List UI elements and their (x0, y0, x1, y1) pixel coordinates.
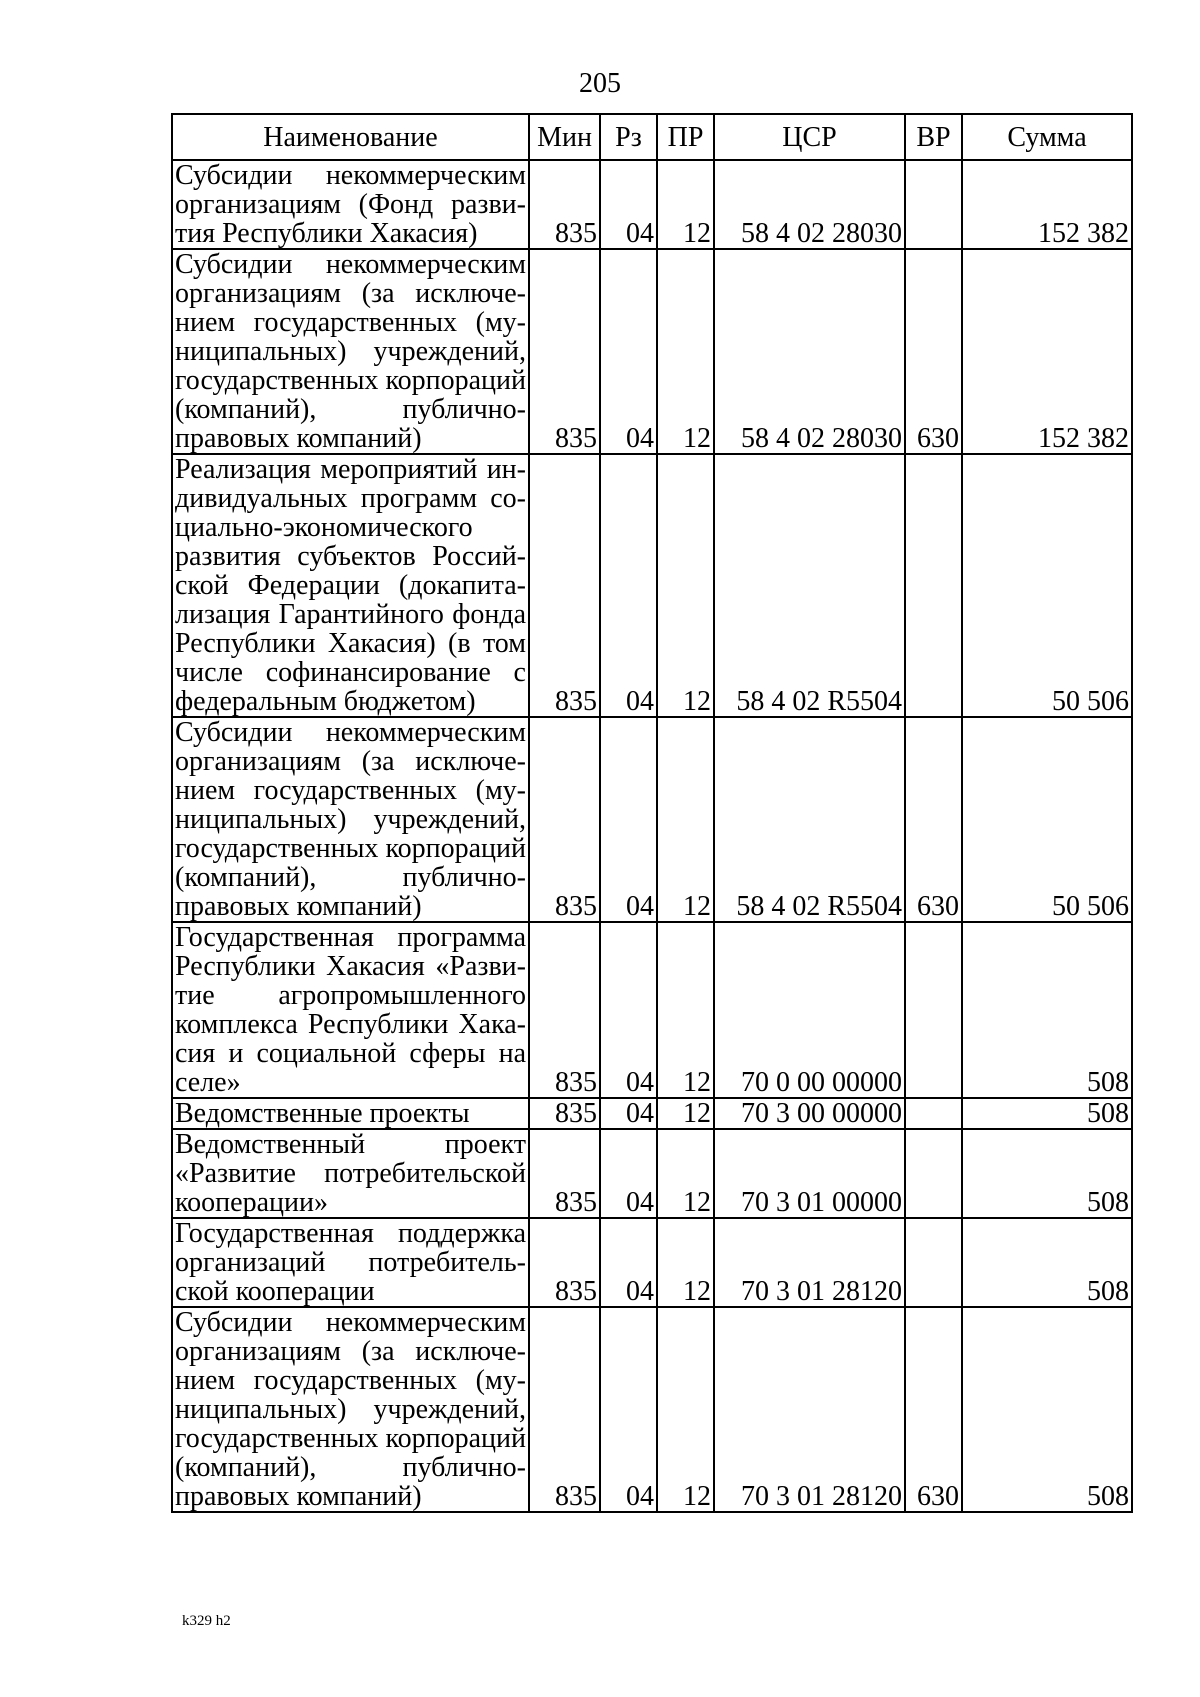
table-row (172, 160, 1132, 249)
row-pr: 12 (657, 249, 714, 454)
row-rz: 04 (600, 160, 657, 249)
row-sum: 508 (962, 1129, 1132, 1218)
table-row (172, 1129, 1132, 1218)
row-vr: 630 (905, 249, 962, 454)
row-name: Субсидии некоммерческим организациям (Фонд развития Республики Хакасия) (172, 160, 529, 249)
row-rz: 04 (600, 717, 657, 922)
column-header-csr: ЦСР (714, 114, 905, 160)
row-vr (905, 454, 962, 717)
row-min: 835 (529, 1129, 600, 1218)
row-sum: 508 (962, 1218, 1132, 1307)
row-csr: 70 3 01 28120 (714, 1307, 905, 1512)
column-header-min: Мин (529, 114, 600, 160)
row-csr: 58 4 02 R5504 (714, 717, 905, 922)
footer-code: k329 h2 (182, 1613, 231, 1629)
row-rz: 04 (600, 454, 657, 717)
row-sum: 152 382 (962, 249, 1132, 454)
row-rz: 04 (600, 1218, 657, 1307)
row-sum: 50 506 (962, 717, 1132, 922)
row-rz: 04 (600, 249, 657, 454)
row-vr: 630 (905, 717, 962, 922)
table-row (172, 1307, 1132, 1512)
row-vr: 630 (905, 1307, 962, 1512)
row-csr: 58 4 02 R5504 (714, 454, 905, 717)
row-pr: 12 (657, 454, 714, 717)
row-csr: 70 3 01 00000 (714, 1129, 905, 1218)
row-min: 835 (529, 922, 600, 1098)
row-name: Субсидии некоммерческим организациям (за исключением государственных (муниципальных) учреждений, государственных корпораций (компаний), публично-правовых компаний) (172, 1307, 529, 1512)
column-header-rz: Рз (600, 114, 657, 160)
row-name: Ведомственные проекты (172, 1098, 529, 1129)
page-number: 205 (579, 68, 621, 99)
row-sum: 508 (962, 1098, 1132, 1129)
row-min: 835 (529, 160, 600, 249)
column-header-sum: Сумма (962, 114, 1132, 160)
row-pr: 12 (657, 1218, 714, 1307)
table-header-row (172, 114, 1132, 160)
row-pr: 12 (657, 717, 714, 922)
table-row (172, 454, 1132, 717)
row-rz: 04 (600, 922, 657, 1098)
row-name: Государственная поддержка организаций потребительской кооперации (172, 1218, 529, 1307)
row-csr: 58 4 02 28030 (714, 160, 905, 249)
row-csr: 58 4 02 28030 (714, 249, 905, 454)
row-csr: 70 0 00 00000 (714, 922, 905, 1098)
table-row (172, 1098, 1132, 1129)
row-pr: 12 (657, 922, 714, 1098)
row-pr: 12 (657, 1307, 714, 1512)
row-name: Государственная программа Республики Хакасия «Развитие агропромышленного комплекса Республики Хакасия и социальной сферы на селе» (172, 922, 529, 1098)
row-vr (905, 922, 962, 1098)
row-rz: 04 (600, 1098, 657, 1129)
row-min: 835 (529, 1098, 600, 1129)
row-sum: 508 (962, 922, 1132, 1098)
row-vr (905, 1218, 962, 1307)
row-rz: 04 (600, 1307, 657, 1512)
row-csr: 70 3 00 00000 (714, 1098, 905, 1129)
row-sum: 508 (962, 1307, 1132, 1512)
row-name: Реализация мероприятий индивидуальных программ социально-экономического развития субъектов Российской Федерации (докапитализация Гарантийного фонда Республики Хакасия) (в том числе софинансирование с федеральным бюджетом) (172, 454, 529, 717)
row-name: Субсидии некоммерческим организациям (за исключением государственных (муниципальных) учреждений, государственных корпораций (компаний), публично-правовых компаний) (172, 249, 529, 454)
table-row (172, 922, 1132, 1098)
column-header-pr: ПР (657, 114, 714, 160)
row-vr (905, 160, 962, 249)
row-pr: 12 (657, 160, 714, 249)
row-rz: 04 (600, 1129, 657, 1218)
row-pr: 12 (657, 1129, 714, 1218)
column-header-name: Наименование (172, 114, 529, 160)
row-sum: 152 382 (962, 160, 1132, 249)
row-vr (905, 1129, 962, 1218)
table-row (172, 717, 1132, 922)
column-header-vr: ВР (905, 114, 962, 160)
row-pr: 12 (657, 1098, 714, 1129)
row-csr: 70 3 01 28120 (714, 1218, 905, 1307)
row-min: 835 (529, 1307, 600, 1512)
row-name: Субсидии некоммерческим организациям (за исключением государственных (муниципальных) учреждений, государственных корпораций (компаний), публично-правовых компаний) (172, 717, 529, 922)
row-min: 835 (529, 1218, 600, 1307)
budget-table (171, 113, 1133, 1513)
row-min: 835 (529, 454, 600, 717)
row-min: 835 (529, 717, 600, 922)
row-min: 835 (529, 249, 600, 454)
table-row (172, 249, 1132, 454)
row-name: Ведомственный проект «Развитие потребительской кооперации» (172, 1129, 529, 1218)
row-sum: 50 506 (962, 454, 1132, 717)
row-vr (905, 1098, 962, 1129)
table-row (172, 1218, 1132, 1307)
